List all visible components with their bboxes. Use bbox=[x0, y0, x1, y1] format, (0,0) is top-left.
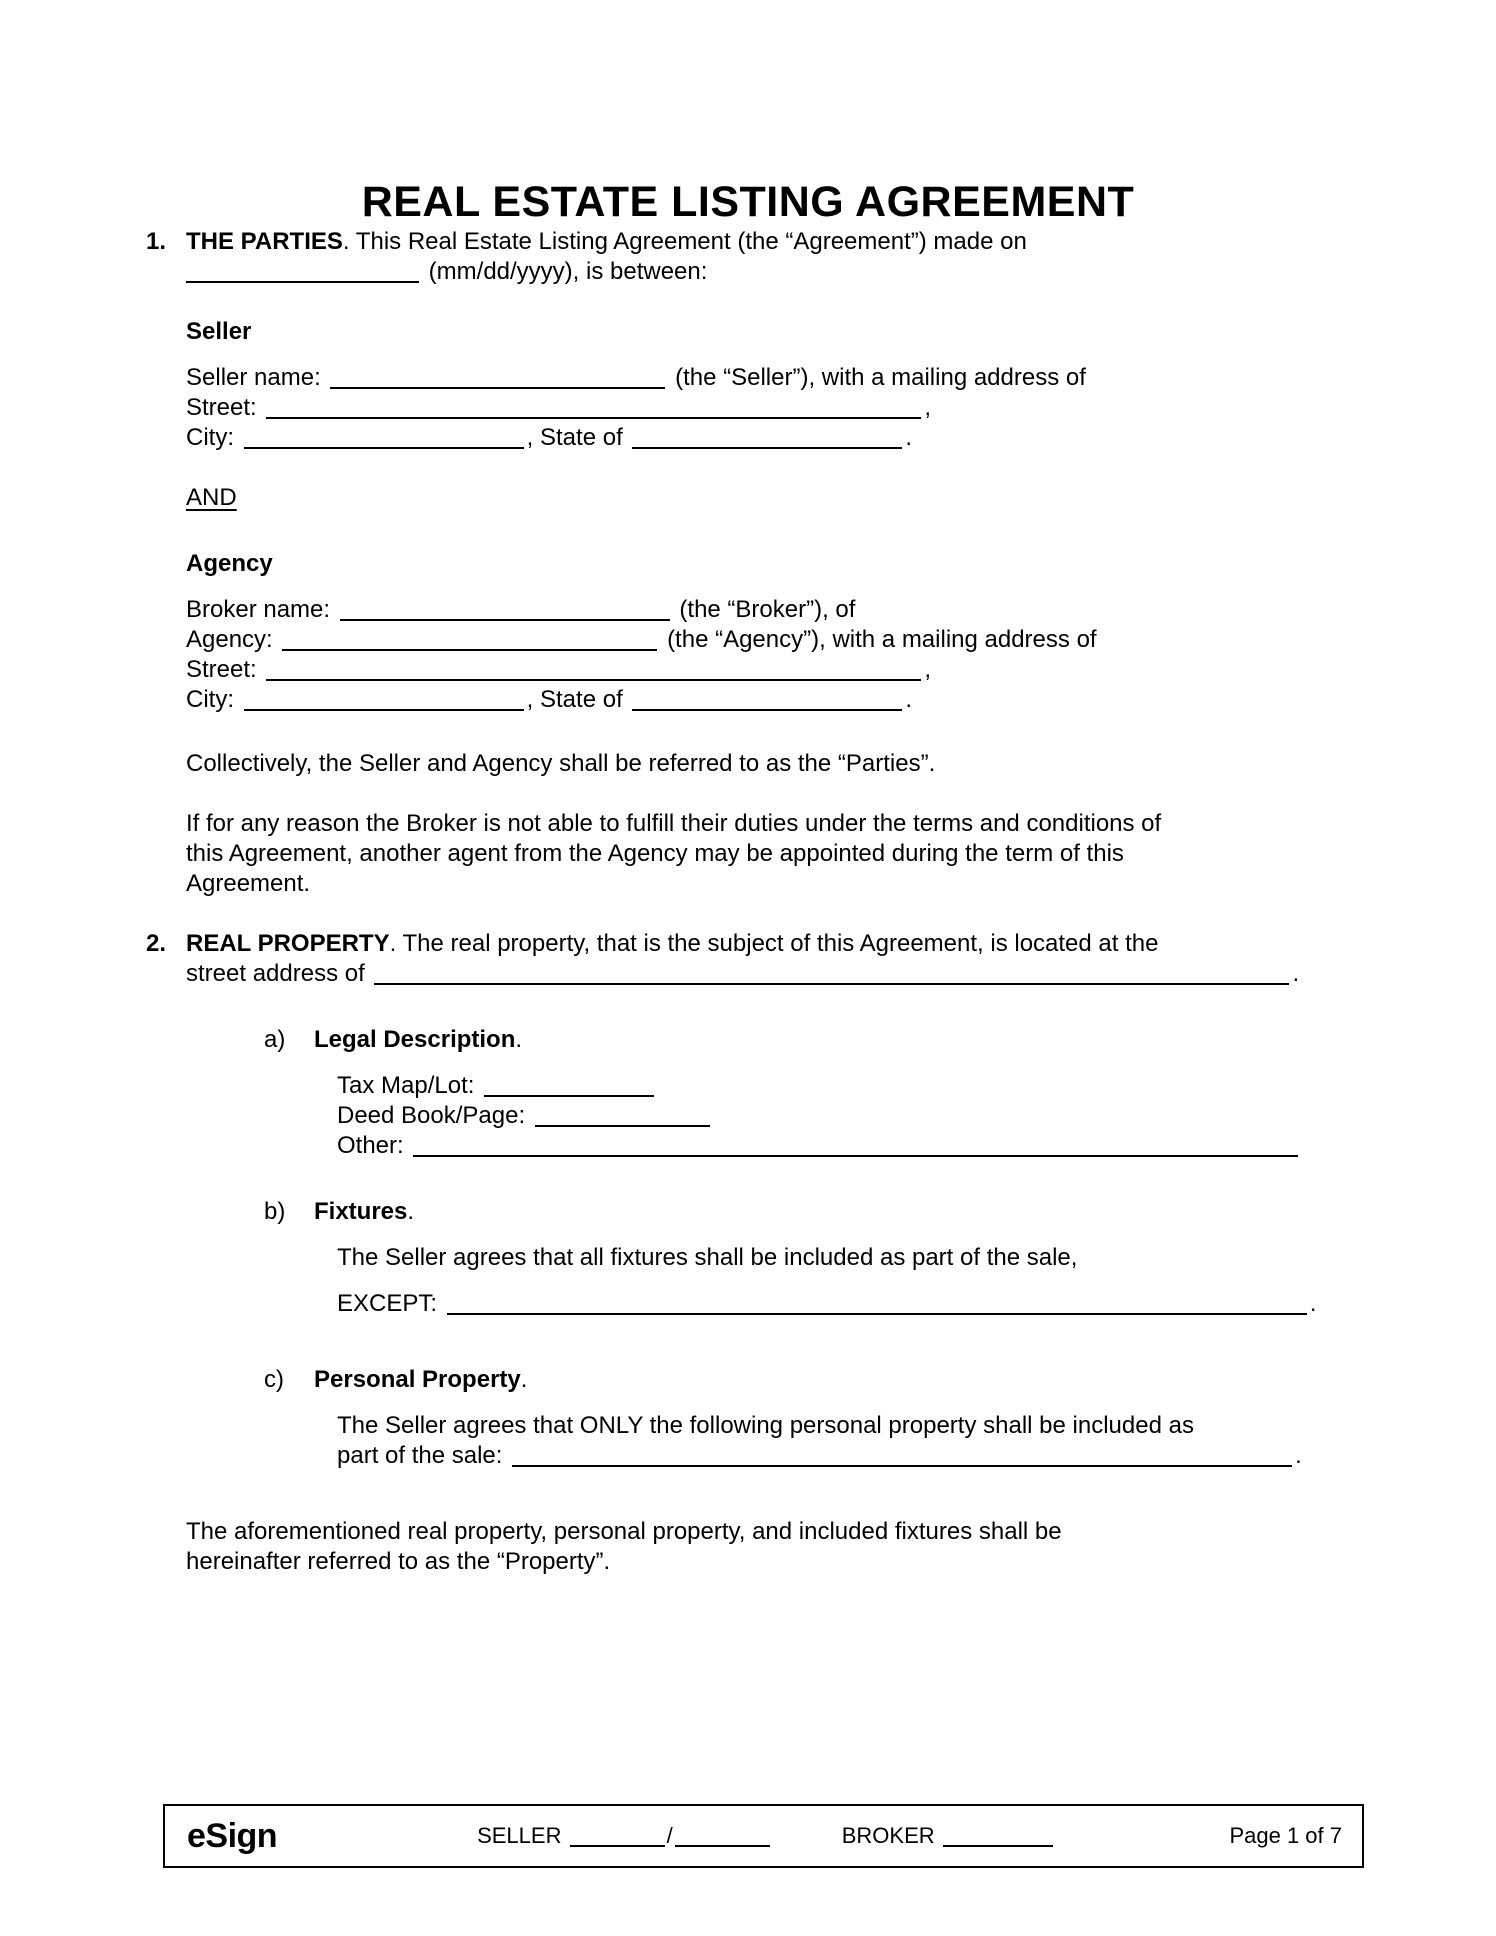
sub-a-label: a) bbox=[264, 1026, 286, 1053]
agency-name-blank[interactable] bbox=[282, 644, 657, 651]
agency-state-label: , State of bbox=[526, 686, 623, 713]
property-closing-paragraph: The aforementioned real property, personal property, and included fixtures shall be hereinafter referred to as the “Property”. bbox=[186, 1518, 1062, 1575]
legal-description-period: . bbox=[515, 1026, 523, 1053]
seller-name-blank[interactable] bbox=[330, 382, 665, 389]
parties-intro-line1 bbox=[186, 227, 1362, 257]
agency-heading: Agency bbox=[186, 550, 273, 577]
other-label: Other: bbox=[337, 1132, 404, 1159]
fixtures-except-blank[interactable] bbox=[447, 1308, 1307, 1315]
seller-city-label: City: bbox=[186, 424, 234, 451]
agency-state-blank[interactable] bbox=[632, 704, 902, 711]
agency-name-label: Agency: bbox=[186, 626, 273, 653]
footer-bar bbox=[163, 1804, 1364, 1868]
legal-description-heading: Legal Description bbox=[314, 1026, 516, 1053]
real-property-heading: REAL PROPERTY bbox=[186, 930, 390, 957]
seller-street-suffix: , bbox=[924, 394, 932, 421]
seller-state-suffix: . bbox=[905, 424, 913, 451]
property-address-blank[interactable] bbox=[374, 978, 1289, 985]
section-real-property bbox=[146, 929, 1362, 1577]
real-property-intro-line2 bbox=[186, 959, 1362, 989]
fixtures-except-row bbox=[186, 1289, 1362, 1319]
parties-intro-rest: . This Real Estate Listing Agreement (the “Agreement”) made on bbox=[342, 228, 1027, 255]
and-connector-row bbox=[186, 483, 1362, 513]
seller-street-label: Street: bbox=[186, 394, 257, 421]
document-title: REAL ESTATE LISTING AGREEMENT bbox=[361, 178, 1135, 226]
sub-c-label: c) bbox=[264, 1366, 284, 1393]
section-2-number: 2. bbox=[146, 930, 167, 957]
real-property-intro-rest: . The real property, that is the subject of this Agreement, is located at the bbox=[389, 930, 1159, 957]
section-the-parties bbox=[146, 227, 1362, 899]
personal-property-blank[interactable] bbox=[512, 1460, 1292, 1467]
footer-broker-label: BROKER bbox=[841, 1823, 935, 1848]
agency-street-label: Street: bbox=[186, 656, 257, 683]
footer-seller-initials bbox=[477, 1821, 772, 1851]
agency-city-row bbox=[186, 685, 1362, 715]
fixtures-heading-row bbox=[186, 1197, 1362, 1227]
broker-name-rest: (the “Broker”), of bbox=[679, 596, 856, 623]
collectively-paragraph: Collectively, the Seller and Agency shall be referred to as the “Parties”. bbox=[186, 750, 936, 777]
seller-name-rest: (the “Seller”), with a mailing address of bbox=[675, 364, 1086, 391]
seller-state-label: , State of bbox=[526, 424, 623, 451]
legal-description-heading-row bbox=[186, 1025, 1362, 1055]
agency-state-suffix: . bbox=[905, 686, 913, 713]
agency-street-suffix: , bbox=[924, 656, 932, 683]
street-address-prefix: street address of bbox=[186, 960, 365, 987]
other-blank[interactable] bbox=[413, 1150, 1298, 1157]
and-connector: AND bbox=[186, 484, 237, 511]
broker-name-blank[interactable] bbox=[340, 614, 670, 621]
footer-seller-initial-blank-2[interactable] bbox=[675, 1840, 770, 1847]
page-indicator: Page 1 of 7 bbox=[1229, 1823, 1342, 1848]
fixtures-heading: Fixtures bbox=[314, 1198, 408, 1225]
personal-property-body-line1: The Seller agrees that ONLY the following personal property shall be included as bbox=[337, 1412, 1194, 1439]
personal-property-heading: Personal Property bbox=[314, 1366, 521, 1393]
agency-street-row bbox=[186, 655, 1362, 685]
tax-map-lot-blank[interactable] bbox=[484, 1090, 654, 1097]
parties-heading: THE PARTIES bbox=[186, 228, 343, 255]
broker-name-row bbox=[186, 595, 1362, 625]
fixtures-body: The Seller agrees that all fixtures shall be included as part of the sale, bbox=[337, 1244, 1078, 1271]
agency-street-blank[interactable] bbox=[266, 674, 921, 681]
seller-state-blank[interactable] bbox=[632, 442, 902, 449]
date-format-hint: (mm/dd/yyyy), is between: bbox=[428, 258, 708, 285]
agreement-date-blank[interactable] bbox=[186, 276, 419, 283]
seller-street-blank[interactable] bbox=[266, 412, 921, 419]
broker-substitution-paragraph: If for any reason the Broker is not able to fulfill their duties under the terms and conditions of this Agreement, another agent from the Agency may be appointed during the term of this Agreement. bbox=[186, 810, 1162, 897]
seller-street-row bbox=[186, 393, 1362, 423]
document-body bbox=[146, 227, 1362, 1577]
deed-book-page-row bbox=[186, 1101, 1362, 1131]
seller-city-row bbox=[186, 423, 1362, 453]
seller-name-row bbox=[186, 363, 1362, 393]
seller-heading: Seller bbox=[186, 318, 252, 345]
street-address-suffix: . bbox=[1292, 960, 1300, 987]
agency-name-rest: (the “Agency”), with a mailing address of bbox=[667, 626, 1097, 653]
parties-intro-line2 bbox=[186, 257, 1362, 287]
tax-map-lot-label: Tax Map/Lot: bbox=[337, 1072, 475, 1099]
sale-prefix: part of the sale: bbox=[337, 1442, 503, 1469]
tax-map-lot-row bbox=[186, 1071, 1362, 1101]
except-suffix: . bbox=[1309, 1290, 1317, 1317]
agency-name-row bbox=[186, 625, 1362, 655]
agency-city-label: City: bbox=[186, 686, 234, 713]
footer-seller-label: SELLER bbox=[477, 1823, 562, 1848]
real-property-intro-line1 bbox=[186, 929, 1362, 959]
sub-b-label: b) bbox=[264, 1198, 286, 1225]
personal-property-body-line2 bbox=[186, 1441, 1362, 1471]
other-row bbox=[186, 1131, 1362, 1161]
deed-book-page-label: Deed Book/Page: bbox=[337, 1102, 526, 1129]
seller-city-blank[interactable] bbox=[244, 442, 524, 449]
agency-city-blank[interactable] bbox=[244, 704, 524, 711]
footer-initials-slash: / bbox=[666, 1823, 673, 1848]
fixtures-period: . bbox=[407, 1198, 415, 1225]
personal-property-period: . bbox=[520, 1366, 528, 1393]
esign-logo: eSign bbox=[187, 1817, 278, 1855]
except-label: EXCEPT: bbox=[337, 1290, 438, 1317]
personal-property-heading-row bbox=[186, 1365, 1362, 1395]
deed-book-page-blank[interactable] bbox=[535, 1120, 710, 1127]
footer-broker-initials bbox=[842, 1821, 1055, 1851]
broker-name-label: Broker name: bbox=[186, 596, 331, 623]
section-1-number: 1. bbox=[146, 228, 167, 255]
footer-seller-initial-blank-1[interactable] bbox=[570, 1840, 665, 1847]
footer-broker-initial-blank[interactable] bbox=[943, 1840, 1053, 1847]
sale-suffix: . bbox=[1295, 1442, 1302, 1469]
seller-name-label: Seller name: bbox=[186, 364, 321, 391]
